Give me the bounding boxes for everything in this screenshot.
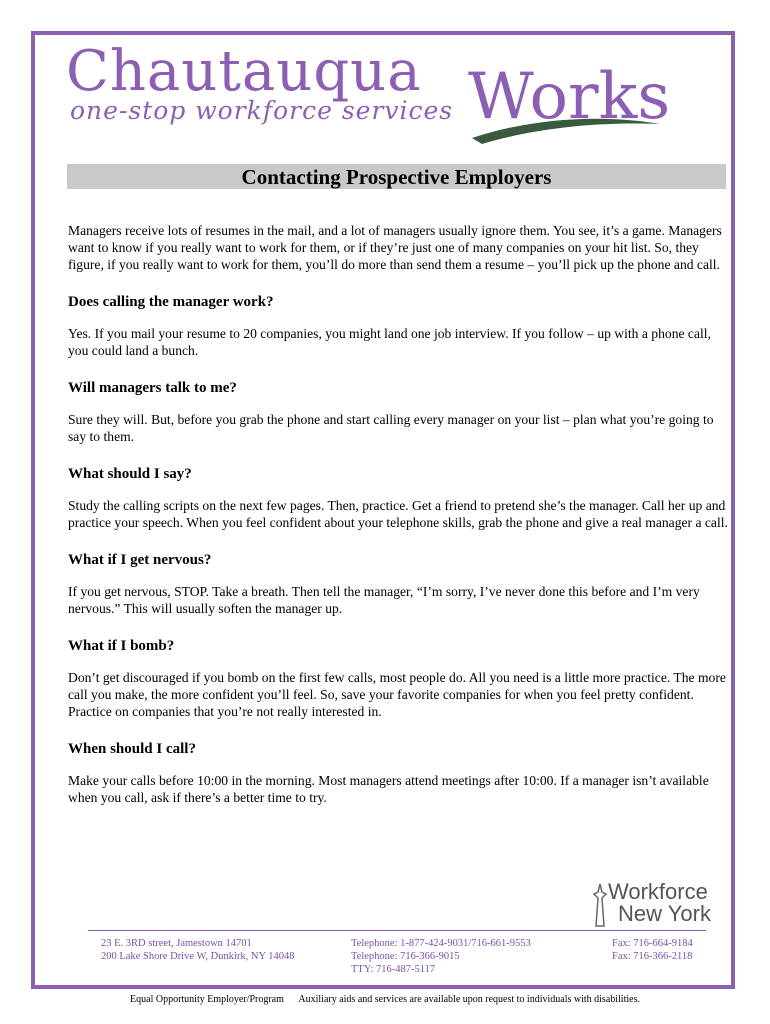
footer-addresses (101, 937, 295, 963)
section-heading: What should I say? (68, 466, 192, 482)
section-answer: Sure they will. But, before you grab the phone and start calling every manager on your list – plan what you’re going to say to them. (68, 412, 714, 444)
phone-dunkirk: Telephone: 716-366-9015 (351, 951, 460, 962)
section (68, 292, 728, 359)
logo-chautauqua-text: Chautauqua (66, 39, 422, 104)
section-heading: What if I bomb? (68, 638, 175, 654)
logo-works-text: Works (468, 60, 671, 134)
partner-logo-line1: Workforce (608, 879, 708, 904)
section-heading: Does calling the manager work? (68, 294, 274, 310)
section-heading: What if I get nervous? (68, 552, 212, 568)
document-body (68, 222, 728, 806)
address-dunkirk: 200 Lake Shore Drive W, Dunkirk, NY 14048 (101, 951, 295, 962)
eeo-statement: Equal Opportunity Employer/Program (130, 994, 284, 1005)
section-answer: If you get nervous, STOP. Take a breath. Then tell the manager, “I’m sorry, I’ve never done this before and I’m very nervous.” This will usually soften the manager up. (68, 584, 700, 616)
equal-opportunity-footer (0, 994, 770, 1005)
logo-tagline: one-stop workforce services (70, 96, 454, 125)
footer-faxes (612, 937, 693, 963)
partner-logo-line2: New York (618, 901, 711, 926)
page-title: Contacting Prospective Employers (67, 164, 726, 189)
section (68, 636, 728, 720)
section (68, 739, 728, 806)
footer-divider (88, 930, 706, 931)
section-answer: Study the calling scripts on the next few pages. Then, practice. Get a friend to pretend she’s the manager. Call her up and practice your speech. When you feel confident about your telephone skills, grab the phone and give a real manager a call. (68, 498, 728, 530)
section (68, 464, 728, 531)
intro-paragraph: Managers receive lots of resumes in the mail, and a lot of managers usually ignore them. You see, it’s a game. Managers want to know if you really want to work for them, or if they’re just one of many companies on your hit list. So, they figure, if you really want to work for them, you’ll do more than send them a resume – you’ll pick up the phone and call. (68, 223, 722, 272)
section-heading: When should I call? (68, 741, 196, 757)
section (68, 550, 728, 617)
section-heading: Will managers talk to me? (68, 380, 237, 396)
section-answer: Make your calls before 10:00 in the morning. Most managers attend meetings after 10:00. If a manager isn’t available when you call, ask if there’s a better time to try. (68, 773, 709, 805)
tty-number: TTY: 716-487-5117 (351, 964, 436, 975)
footer-phones (351, 937, 531, 976)
section (68, 378, 728, 445)
fax-dunkirk: Fax: 716-366-2118 (612, 951, 693, 962)
address-jamestown: 23 E. 3RD street, Jamestown 14701 (101, 938, 252, 949)
section-answer: Don’t get discouraged if you bomb on the first few calls, most people do. All you need is a little more practice. The more call you make, the more confident you’ll feel. So, save your favorite companies for when you feel pretty confident. Practice on companies that you’re not really interested in. (68, 670, 726, 719)
phone-jamestown: Telephone: 1-877-424-9031/716-661-9553 (351, 938, 531, 949)
fax-jamestown: Fax: 716-664-9184 (612, 938, 693, 949)
chautauqua-works-logo (62, 40, 712, 152)
auxiliary-aids-statement: Auxiliary aids and services are available upon request to individuals with disabilities. (298, 994, 640, 1005)
section-answer: Yes. If you mail your resume to 20 companies, you might land one job interview. If you follow – up with a phone call, you could land a bunch. (68, 326, 711, 358)
workforce-new-york-logo (588, 880, 718, 930)
